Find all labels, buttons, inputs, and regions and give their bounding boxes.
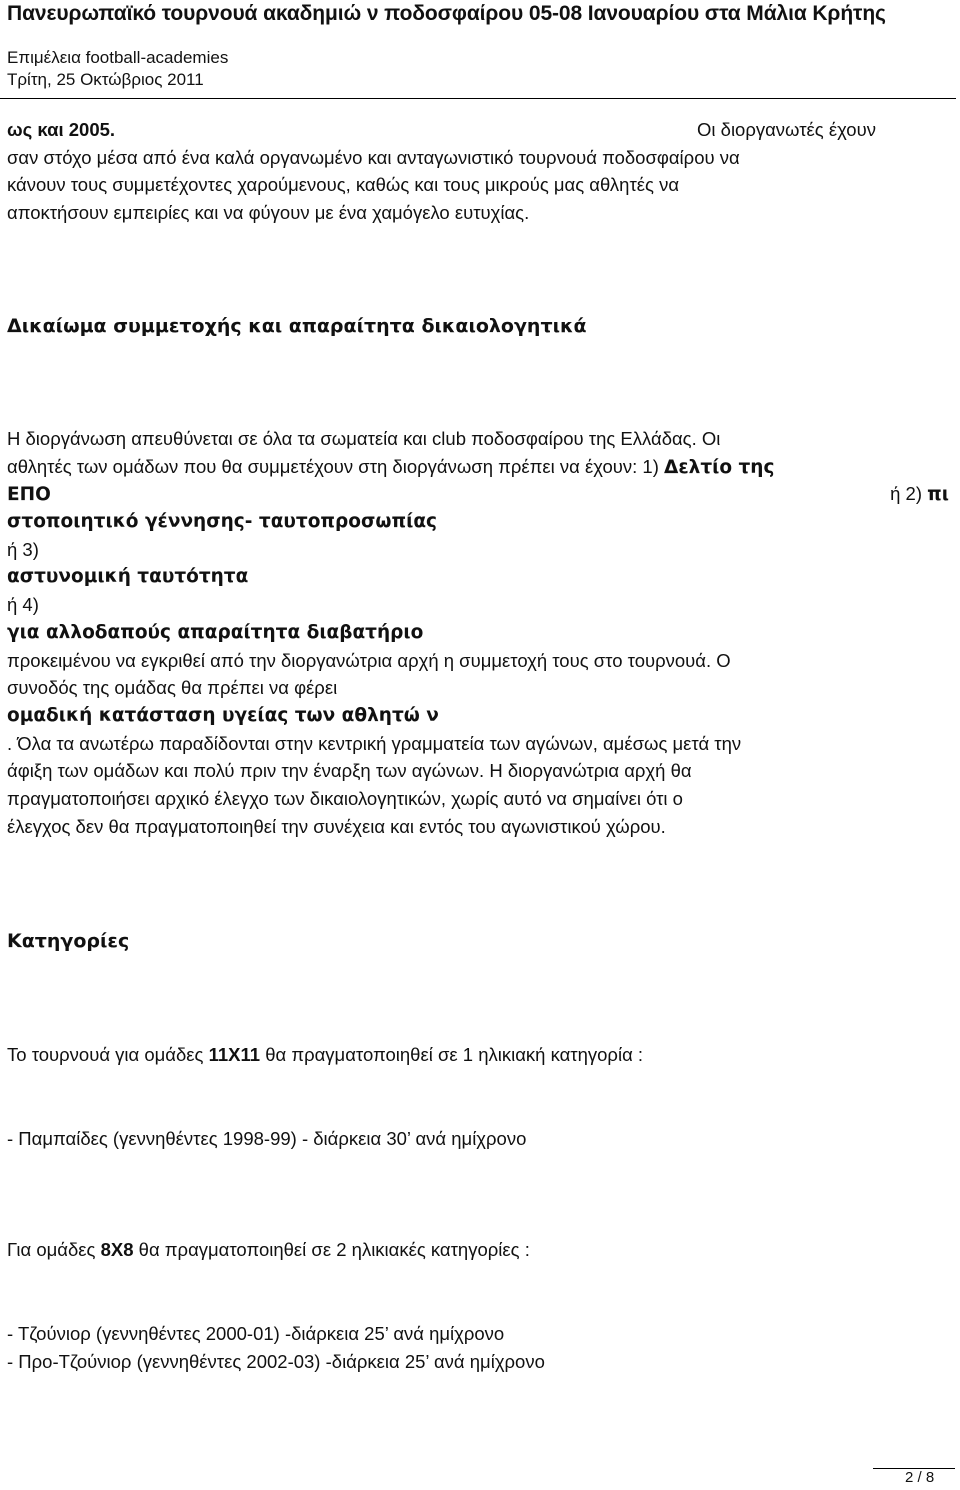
intro-organizers-text: Οι διοργανωτές έχουν (697, 119, 876, 140)
participation-line-13: άφιξη των ομάδων και πολύ πριν την έναρξη των αγώνων. Η διοργανώτρια αρχή θα (7, 760, 692, 782)
participation-line-9: προκειμένου να εγκριθεί από την διοργανώτρια αρχή η συμμετοχή τους στο τουρνουά. Ο (7, 649, 731, 671)
cat11-text-a: Το τουρνουά για ομάδες (7, 1044, 209, 1065)
header-divider (0, 98, 956, 99)
requirement-health-status: ομαδική κατάσταση υγείας των αθλητώ ν (7, 704, 439, 726)
requirement-passport: για αλλοδαπούς απαραίτητα διαβατήριο (7, 621, 424, 643)
requirement-epo-card: Δελτίο της (664, 456, 775, 478)
page-number: 2 / 8 (905, 1469, 935, 1486)
intro-line-4: αποκτήσουν εμπειρίες και να φύγουν με ένα χαμόγελο ευτυχίας. (7, 202, 530, 224)
intro-line-2: σαν στόχο μέσα από ένα καλά οργανωμένο και ανταγωνιστικό τουρνουά ποδοσφαίρου να (7, 146, 740, 168)
document-author: Επιμέλεια football-academies (7, 48, 229, 67)
category-item-junior: - Τζούνιορ (γεννηθέντες 2000-01) -διάρκεια 25’ ανά ημίχρονο (7, 1323, 505, 1344)
format-11x11: 11Χ11 (208, 1044, 261, 1065)
option-4-label: ή 4) (7, 594, 39, 616)
participation-line-3 (7, 480, 953, 508)
participation-paragraph (7, 425, 953, 840)
requirement-epo-card-cont: ΕΠΟ (7, 484, 51, 506)
category-list-8x8 (7, 1320, 953, 1375)
participation-line-15: έλεγχος δεν θα πραγματοποιηθεί την συνέχεια και εντός του αγωνιστικού χώρου. (7, 815, 666, 837)
cat8-text-b: θα πραγματοποιηθεί σε 2 ηλικιακές κατηγορίες : (133, 1239, 530, 1260)
option-3-label: ή 3) (7, 538, 39, 560)
document-date: Τρίτη, 25 Οκτώβριος 2011 (7, 70, 204, 89)
section-heading-categories: Κατηγορίες (7, 930, 130, 952)
intro-paragraph (7, 116, 953, 227)
requirement-birth-certificate: στοποιητικό γέννησης- ταυτοπροσωπίας (7, 511, 438, 533)
categories-8x8-paragraph (7, 1236, 953, 1264)
option-2-label: ή 2) πι (890, 483, 949, 506)
participation-line-2-text: αθλητές των ομάδων που θα συμμετέχουν στη διοργάνωση πρέπει να έχουν: 1) (7, 455, 665, 477)
intro-line-3: κάνουν τους συμμετέχοντες χαρούμενους, καθώς και τους μικρούς μας αθλητές να (7, 174, 680, 196)
format-8x8: 8Χ8 (100, 1239, 134, 1260)
participation-line-1: Η διοργάνωση απευθύνεται σε όλα τα σωματεία και club ποδοσφαίρου της Ελλάδας. Οι (7, 428, 721, 449)
section-heading-participation: Δικαίωμα συμμετοχής και απαραίτητα δικαιολογητικά (7, 315, 587, 337)
cat8-text-a: Για ομάδες (7, 1239, 101, 1260)
participation-line-14: πραγματοποιήσει αρχικό έλεγχο των δικαιολογητικών, χωρίς αυτό να σημαίνει ότι ο (7, 787, 683, 809)
intro-year-text: ως και 2005. (7, 119, 116, 140)
participation-line-10: συνοδός της ομάδας θα πρέπει να φέρει (7, 677, 338, 699)
category-item-pre-junior: - Προ-Τζούνιορ (γεννηθέντες 2002-03) -διάρκεια 25’ ανά ημίχρονο (7, 1350, 545, 1372)
intro-line-1 (7, 116, 953, 144)
document-title: Πανευρωπαϊκό τουρνουά ακαδημιώ ν ποδοσφαίρου 05-08 Ιανουαρίου στα Μάλια Κρήτης (7, 2, 886, 25)
participation-line-2 (7, 453, 953, 481)
category-item-pampaides: - Παμπαίδες (γεννηθέντες 1998-99) - διάρκεια 30’ ανά ημίχρονο (7, 1128, 527, 1149)
categories-11x11-paragraph (7, 1041, 953, 1069)
requirement-police-id: αστυνομική ταυτότητα (7, 566, 249, 588)
participation-line-12: . Όλα τα ανωτέρω παραδίδονται στην κεντρική γραμματεία των αγώνων, αμέσως μετά την (7, 732, 742, 754)
cat11-text-b: θα πραγματοποιηθεί σε 1 ηλικιακή κατηγορία : (260, 1044, 644, 1065)
